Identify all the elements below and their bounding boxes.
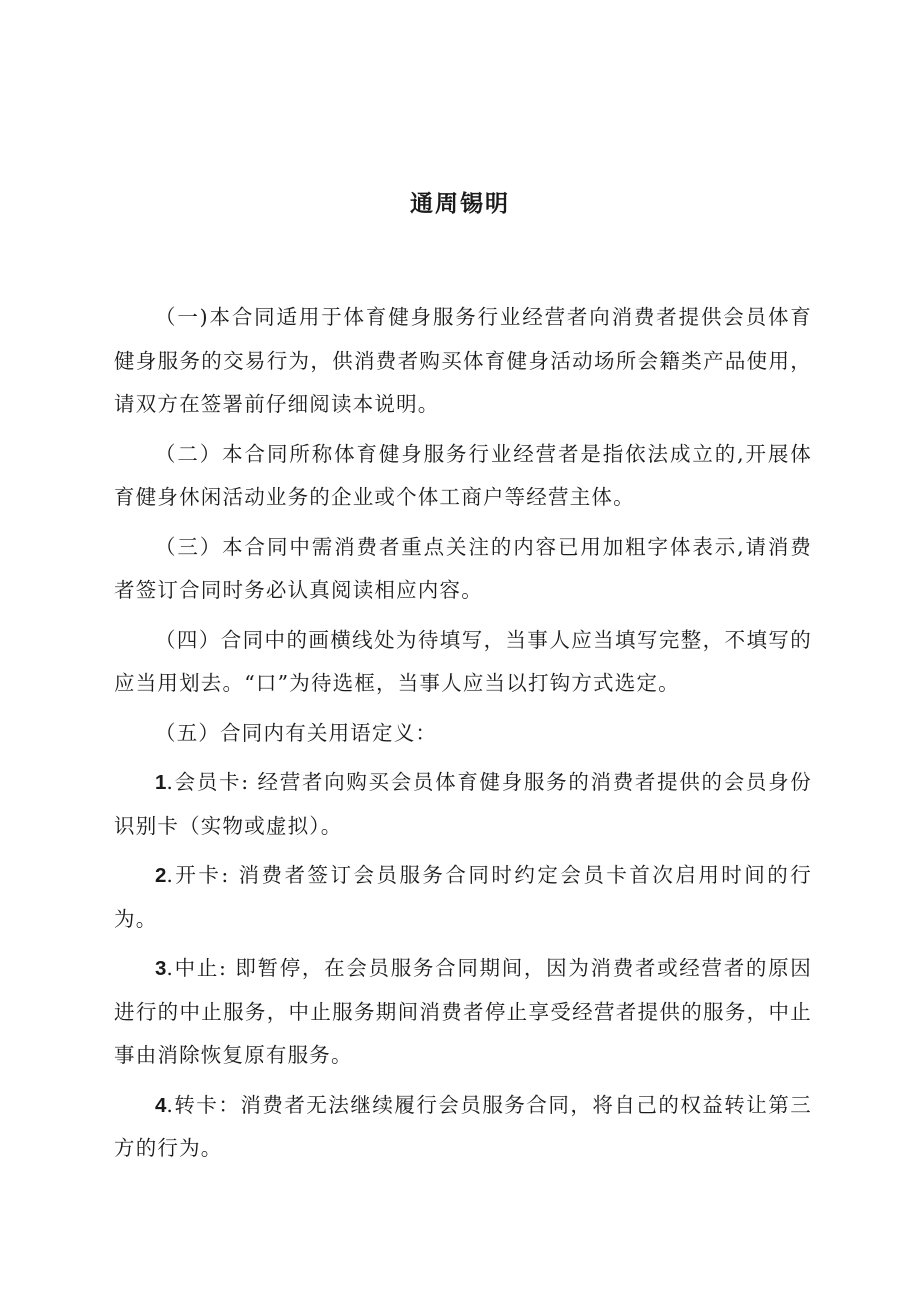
definition-text: .转卡：消费者无法继续履行会员服务合同，将自己的权益转让第三方的行为。	[114, 1092, 812, 1160]
definition-item	[114, 854, 812, 941]
paragraph-2: （二）本合同所称体育健身服务行业经营者是指依法成立的,开展体育健身休闲活动业务的企业或个体工商户等经营主体。	[114, 441, 812, 509]
definition-number: 2	[155, 864, 167, 887]
paragraph-1: （一)本合同适用于体育健身服务行业经营者向消费者提供会员体育健身服务的交易行为，供消费者购买体育健身活动场所会籍类产品使用，请双方在签署前仔细阅读本说明。	[114, 305, 812, 416]
definition-item	[114, 761, 812, 848]
document-title: 通周锡明	[410, 190, 510, 217]
definition-item	[114, 1084, 812, 1171]
paragraph-3: （三）本合同中需消费者重点关注的内容已用加粗字体表示,请消费者签订合同时务必认真阅读相应内容。	[114, 534, 812, 602]
paragraph-4: （四）合同中的画横线处为待填写，当事人应当填写完整，不填写的应当用划去。“口”为待选框，当事人应当以打钩方式选定。	[114, 627, 812, 695]
definition-number: 4	[155, 1093, 167, 1117]
definition-item	[114, 947, 812, 1078]
paragraph-5: （五）合同内有关用语定义：	[155, 720, 438, 745]
definition-text: .会员卡: 经营者向购买会员体育健身服务的消费者提供的会员身份识别卡（实物或虚拟）。	[114, 770, 812, 838]
definition-text: .中止: 即暂停，在会员服务合同期间，因为消费者或经营者的原因进行的中止服务，中止服务期间消费者停止享受经营者提供的服务，中止事由消除恢复原有服务。	[114, 956, 812, 1067]
document-body	[114, 296, 812, 1177]
definition-number: 1	[155, 771, 167, 794]
definition-text: .开卡: 消费者签订会员服务合同时约定会员卡首次启用时间的行为。	[114, 863, 812, 931]
definition-number: 3	[155, 957, 167, 980]
